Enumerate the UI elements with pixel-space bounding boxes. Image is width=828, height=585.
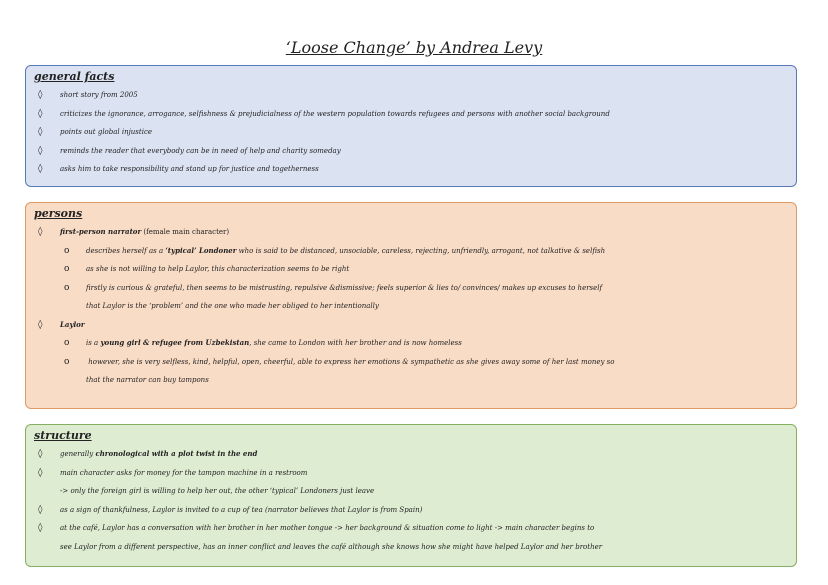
list-item: ◊ at the café, Laylor has a conversation with her brother in her mother tongue -> her background & situation come to light -> main character begins to [34, 519, 788, 538]
diamond-bullet-icon: ◊ [38, 523, 43, 533]
diamond-bullet-icon: ◊ [38, 145, 43, 156]
list-item: ◊ generally chronological with a plot twist in the end [34, 445, 788, 464]
list-item: o firstly is curious & grateful, then seems to be mistrusting, repulsive &dismissive; feels superior & lies to/ convinces/ makes up excuses to herself [34, 279, 788, 298]
circle-bullet-icon: o [64, 264, 70, 274]
diamond-bullet-icon: ◊ [38, 449, 43, 459]
persons-list [34, 223, 788, 390]
diamond-bullet-icon: ◊ [38, 127, 43, 137]
list-item: ◊ reminds the reader that everybody can be in need of help and charity someday [34, 142, 788, 161]
list-item: ◊ as a sign of thankfulness, Laylor is invited to a cup of tea (narrator believes that Laylor is from Spain) [34, 501, 788, 520]
general-facts-heading: general facts [34, 70, 115, 83]
diamond-bullet-icon: ◊ [38, 504, 43, 515]
diamond-bullet-icon: ◊ [38, 164, 43, 174]
general-facts-list [34, 86, 788, 179]
circle-bullet-icon: o [64, 245, 70, 256]
circle-bullet-icon: o [64, 338, 70, 348]
persons-section [25, 202, 797, 409]
list-item-continuation: that Laylor is the ‘problem’ and the one who made her obliged to her intentionally [86, 302, 379, 310]
list-item: ◊ asks him to take responsibility and stand up for justice and togetherness [34, 160, 788, 179]
structure-section [25, 424, 797, 567]
list-item: o as she is not willing to help Laylor, this characterization seems to be right [34, 260, 788, 279]
diamond-bullet-icon: ◊ [38, 467, 43, 478]
list-item: ◊ points out global injustice [34, 123, 788, 142]
circle-bullet-icon: o [64, 356, 70, 367]
structure-heading: structure [34, 429, 92, 442]
list-item-continuation: that the narrator can buy tampons [86, 376, 209, 384]
diamond-bullet-icon: ◊ [38, 108, 43, 119]
list-item: o describes herself as a ‘typical’ Londoner who is said to be distanced, unsociable, careless, rejecting, unfriendly, arrogant, not talkative & selfish [34, 242, 788, 261]
list-item: ◊ short story from 2005 [34, 86, 788, 105]
general-facts-section [25, 65, 797, 187]
document-title: ‘Loose Change’ by Andrea Levy [285, 38, 543, 57]
list-item-continuation: -> only the foreign girl is willing to help her out, the other ‘typical’ Londoners just leave [60, 487, 375, 495]
list-item: ◊ criticizes the ignorance, arrogance, selfishness & prejudicialness of the western population towards refugees and persons with another social background [34, 105, 788, 124]
structure-list [34, 445, 788, 556]
list-item: o however, she is very selfless, kind, helpful, open, cheerful, able to express her emotions & sympathetic as she gives away some of her last money so [34, 353, 788, 372]
list-item: ◊ first-person narrator (female main character) [34, 223, 788, 242]
list-item: ◊ main character asks for money for the tampon machine in a restroom [34, 464, 788, 483]
diamond-bullet-icon: ◊ [38, 90, 43, 100]
list-item: ◊ Laylor [34, 316, 788, 335]
list-item-continuation: see Laylor from a different perspective, has an inner conflict and leaves the café although she knows how she might have helped Laylor and her brother [60, 542, 603, 551]
persons-heading: persons [34, 207, 83, 220]
circle-bullet-icon: o [64, 282, 70, 293]
list-item: o is a young girl & refugee from Uzbekistan, she came to London with her brother and is now homeless [34, 334, 788, 353]
diamond-bullet-icon: ◊ [38, 319, 43, 330]
diamond-bullet-icon: ◊ [38, 227, 43, 237]
